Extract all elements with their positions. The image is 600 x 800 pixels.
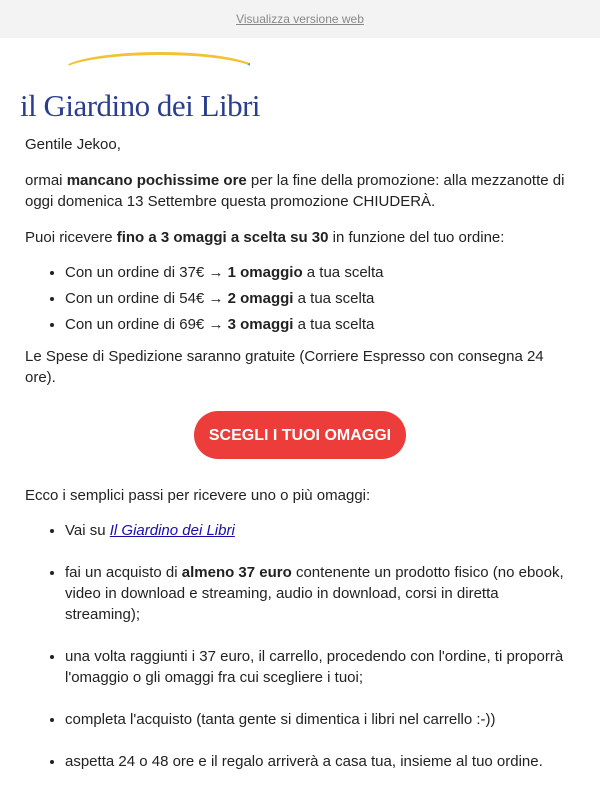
list-item: • aspetta 24 o 48 ore e il regalo arriverà a casa tua, insieme al tuo ordine. [65, 751, 575, 772]
list-item [65, 520, 575, 541]
shipping-paragraph: Le Spese di Spedizione saranno gratuite (Corriere Espresso con consegna 24 ore). [25, 348, 544, 386]
list-item [65, 314, 575, 335]
greeting: Gentile Jekoo, [25, 136, 121, 153]
list-item: • completa l'acquisto (tanta gente si dimentica i libri nel carrello :-)) [65, 709, 575, 730]
logo-arc-icon [60, 52, 250, 76]
offer-list [25, 262, 575, 335]
text: a tua scelta [293, 316, 375, 333]
web-version-link[interactable]: Visualizza versione web [236, 12, 364, 26]
steps-list [25, 520, 575, 772]
steps-intro: Ecco i semplici passi per ricevere uno o più omaggi: [25, 487, 371, 504]
preheader-bar [0, 0, 600, 38]
text: contenente un prodotto fisico (no ebook, video in download e streaming, audio in download, corsi in diretta streaming); [65, 564, 564, 623]
choose-gifts-button[interactable]: SCEGLI I TUOI OMAGGI [194, 411, 406, 459]
text: Puoi ricevere [25, 229, 117, 246]
offer-intro-paragraph [25, 227, 575, 248]
text: fai un acquisto di [65, 564, 182, 581]
brand-logo[interactable] [0, 38, 600, 123]
emphasis: fino a 3 omaggi a scelta su 30 [116, 229, 329, 246]
list-item [65, 288, 575, 309]
text: in funzione del tuo ordine: [328, 229, 505, 246]
emphasis: mancano pochissime ore [66, 172, 247, 189]
emphasis: 2 omaggi [227, 290, 294, 307]
store-link[interactable]: Il Giardino dei Libri [109, 522, 235, 539]
emphasis: 1 omaggio [227, 264, 303, 281]
text: Con un ordine di 54€ → [65, 290, 228, 307]
list-item [65, 562, 575, 625]
email-body [0, 134, 600, 772]
text: a tua scelta [302, 264, 384, 281]
list-item [65, 262, 575, 283]
text: a tua scelta [293, 290, 375, 307]
cta-container [25, 411, 575, 459]
text: ormai [25, 172, 67, 189]
promo-ending-paragraph [25, 170, 575, 212]
text: Con un ordine di 69€ → [65, 316, 228, 333]
emphasis: 3 omaggi [227, 316, 294, 333]
list-item: • una volta raggiunti i 37 euro, il carrello, procedendo con l'ordine, ti proporrà l'omaggio o gli omaggi fra cui scegliere i tuoi; [65, 646, 575, 688]
text: Vai su [65, 522, 110, 539]
text: Con un ordine di 37€ → [65, 264, 228, 281]
logo-wordmark: il Giardino dei Libri [20, 88, 261, 123]
text: per la fine della promozione: alla mezzanotte di oggi domenica 13 Settembre questa promozione CHIUDERÀ. [25, 172, 565, 210]
emphasis: almeno 37 euro [181, 564, 292, 581]
